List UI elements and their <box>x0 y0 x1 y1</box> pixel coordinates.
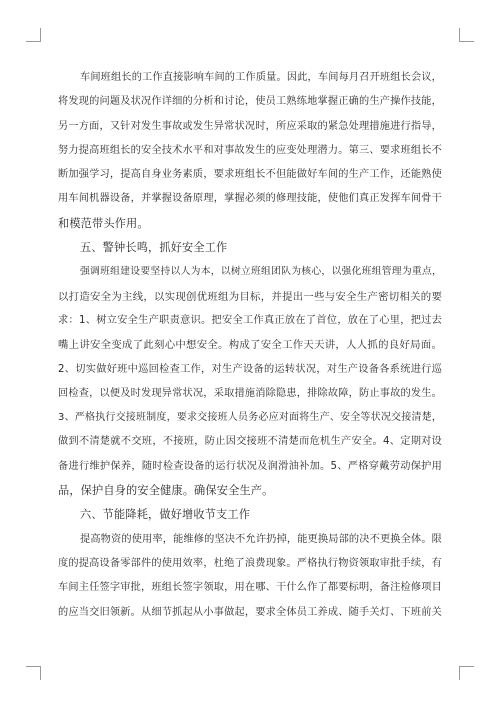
text-line: 六、节能降耗，做好增收节支工作 <box>80 508 251 522</box>
text-line: 车间主任签字审批，班组长签字领取，用在哪、干什么作了都要标明，备注检修项目 <box>58 582 442 594</box>
text-line: 品，保护自身的安全健康。确保安全生产。 <box>58 484 274 498</box>
text-line: 回检查，以便及时发现异常状况，采取措施消除隐患，排除故障，防止事故的发生。 <box>58 387 442 399</box>
corner-mark-top-right-h <box>460 41 474 42</box>
text-line: 2、切实做好班中巡回检查工作，对生产设备的运转状况，对生产设备各系统进行巡 <box>58 363 442 375</box>
corner-mark-bottom-right-h <box>460 666 474 667</box>
corner-mark-top-right-v <box>459 28 460 42</box>
text-line: 的应当交旧领新。从细节抓起从小事做起，要求全体员工养成、随手关灯、下班前关 <box>58 606 442 618</box>
text-line: 将发现的问题及状况作详细的分析和讨论，使员工熟练地掌握正确的生产操作技能， <box>58 96 442 108</box>
text-line: 嘴上讲安全变成了此刻心中想安全。构成了安全工作天天讲，人人抓的良好局面。 <box>58 339 442 352</box>
text-line: 车间班组长的工作直接影响车间的工作质量。因此，车间每月召开班组长会议， <box>80 72 442 83</box>
corner-mark-top-left-v <box>40 28 41 42</box>
text-line: 五、警钟长鸣，抓好安全工作 <box>80 241 228 255</box>
document-body <box>58 66 442 625</box>
text-line: 努力提高班组长的安全技术水平和对事故发生的应变处理潜力。第三、要求班组长不 <box>58 144 442 156</box>
text-line: 求：1、树立安全生产职责意识。把安全工作真正放在了首位，放在了心里，把过去 <box>58 314 442 326</box>
text-line: 和模范带头作用。 <box>58 216 149 230</box>
text-line: 做到不清楚就不交班，不接班，防止因交接班不清楚而危机生产安全。4、定期对设 <box>58 436 442 448</box>
text-line: 另一方面，又针对发生事故或发生异常状况时，所应采取的紧急处理措施进行指导， <box>58 120 442 132</box>
corner-mark-bottom-right-v <box>459 666 460 680</box>
text-line: 以打造安全为主线，以实现创优班组为目标，并提出一些与安全生产密切相关的要 <box>58 290 442 303</box>
text-line: 强调班组建设要坚持以人为本，以树立班组团队为核心，以强化班组管理为重点， <box>80 266 442 278</box>
text-line: 提高物资的使用率，能维修的坚决不允许扔掉，能更换局部的决不更换全体。限 <box>80 533 442 545</box>
text-line: 3、严格执行交接班制度，要求交接班人员务必应对面将生产、安全等状况交接清楚， <box>58 412 442 424</box>
text-line: 度的提高设备零部件的使用效率，杜绝了浪费现象。严格执行物资领取审批手续，有 <box>58 557 442 569</box>
corner-mark-bottom-left-v <box>40 666 41 680</box>
text-line: 断加强学习，提高自身业务素质，要求班组长不但能做好车间的生产工作，还能熟使 <box>58 169 442 181</box>
text-line: 用车间机器设备，并掌握设备原理，掌握必须的修理技能，使他们真正发挥车间骨干 <box>58 193 442 205</box>
corner-mark-bottom-left-h <box>26 666 40 667</box>
text-line: 备进行维护保养，随时检查设备的运行状况及润滑油补加。5、严格穿戴劳动保护用 <box>58 460 442 472</box>
corner-mark-top-left-h <box>26 41 40 42</box>
